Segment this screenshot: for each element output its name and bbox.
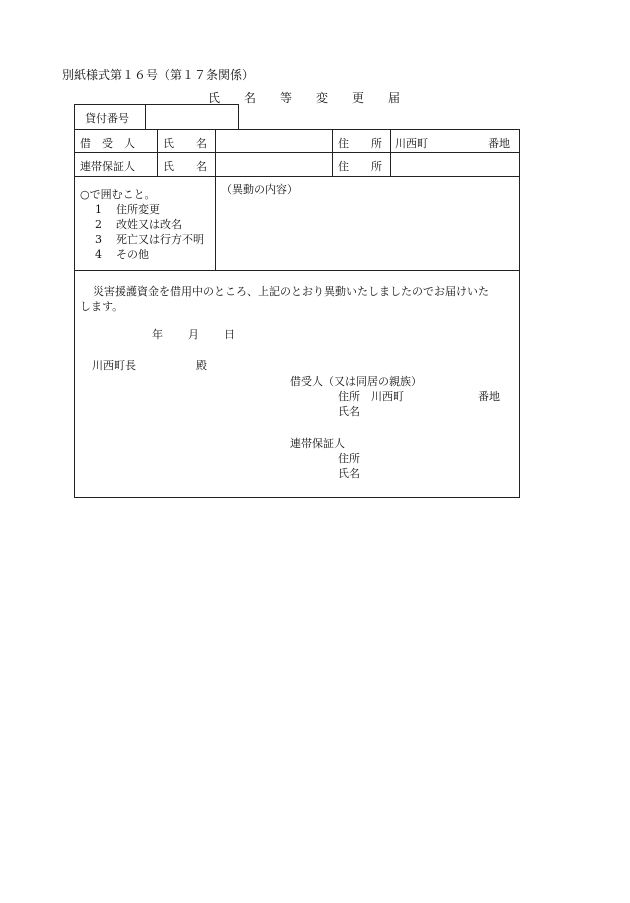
guarantor-name-label: 氏 名 [163,160,207,173]
option-item[interactable] [95,231,204,247]
option-number: 2 [95,218,102,231]
option-text: 改姓又は改名 [116,218,182,231]
guarantor-label: 連帯保証人 [80,160,135,173]
guarantor-address-label: 住 所 [338,160,382,173]
option-number: 4 [95,248,102,261]
date-year: 年 [152,328,163,341]
borrower-address-label: 住 所 [338,137,382,150]
signature-address-label: 住所 [338,390,360,403]
option-number: 1 [95,203,102,216]
borrower-name-field[interactable] [220,135,328,149]
borrower-banchi: 番地 [488,137,510,150]
statement-line-2: します。 [80,300,124,313]
signature-town: 川西町 [371,390,404,403]
option-number: 3 [95,233,102,246]
signature-name-label: 氏名 [338,405,360,418]
option-item[interactable] [95,201,160,217]
date-day: 日 [224,328,235,341]
borrower-label: 借 受 人 [80,137,135,150]
change-details-field[interactable] [222,198,514,264]
form-reference: 別紙様式第１６号（第１７条関係） [62,68,255,82]
addressee-honorific: 殿 [196,359,207,372]
guarantor-signature-name-label: 氏名 [338,467,360,480]
option-text: その他 [116,248,149,261]
option-text: 死亡又は行方不明 [116,233,204,246]
option-item[interactable] [95,216,182,232]
option-item[interactable] [95,246,149,262]
circle-instruction: ○で囲むこと。 [80,188,156,201]
signature-banchi: 番地 [478,390,500,403]
option-text: 住所変更 [116,203,160,216]
guarantor-name-field[interactable] [220,158,328,172]
guarantor-signature-address-label: 住所 [338,452,360,465]
statement-line-1: 災害援護資金を借用中のところ、上記のとおり異動いたしましたのでお届けいた [93,285,489,298]
page-title: 氏 名 等 変 更 届 [208,91,401,105]
borrower-town: 川西町 [395,137,428,150]
borrower-name-label: 氏 名 [163,137,207,150]
loan-number-label: 貸付番号 [85,112,129,125]
guarantor-signature-heading: 連帯保証人 [290,437,345,450]
guarantor-address-field[interactable] [395,158,515,172]
change-details-label: （異動の内容） [221,183,298,196]
addressee-name: 川西町長 [92,359,136,372]
borrower-signature-heading: 借受人（又は同居の親族） [290,375,422,388]
date-month: 月 [188,328,199,341]
